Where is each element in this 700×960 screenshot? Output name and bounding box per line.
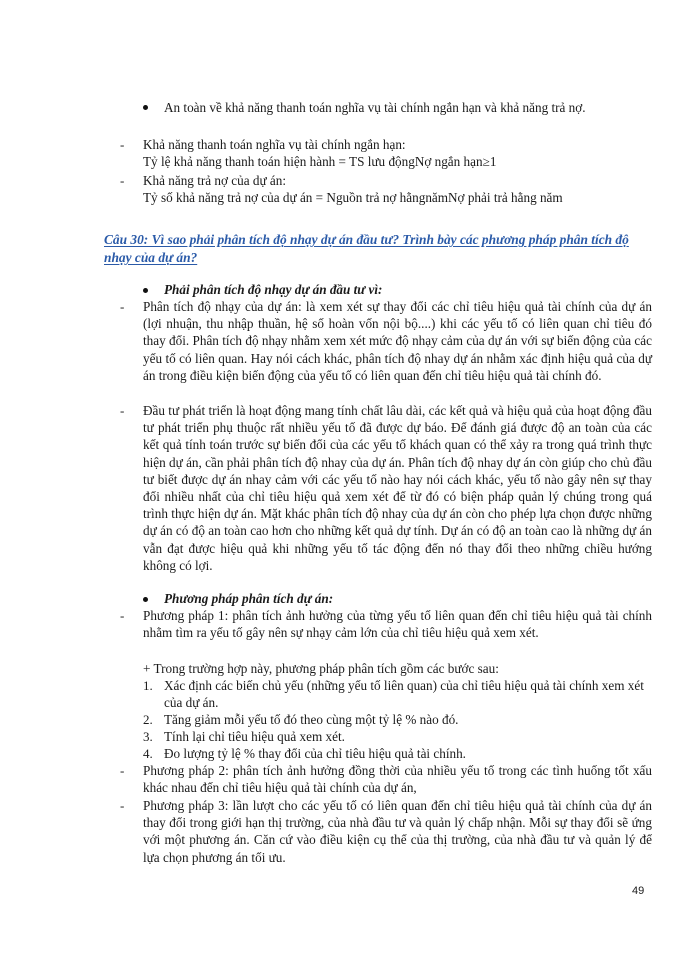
step-text: Xác định các biến chủ yếu (những yếu tố liên quan) của chỉ tiêu hiệu quả tài chính xem xét của dự án. <box>164 678 644 711</box>
repay-formula: Tỷ số khả năng trả nợ của dự án = Nguồn trả nợ hằngnămNợ phải trả hằng năm <box>143 190 563 205</box>
why-subheading: Phải phân tích độ nhạy dự án đầu tư vì: <box>164 282 383 297</box>
repay-label: Khả năng trả nợ của dự án: <box>143 173 287 188</box>
method-1: Phương pháp 1: phân tích ảnh hưởng của từng yếu tố liên quan đến chỉ tiêu hiệu quả tài chính nhằm tìm ra yếu tố gây nên sự nhạy cảm lớn của chỉ tiêu hiệu quả xem xét. <box>143 608 652 641</box>
bullet-dot <box>143 105 148 110</box>
bullet-dot <box>143 288 148 293</box>
step-text: Tính lại chỉ tiêu hiệu quả xem xét. <box>164 729 345 744</box>
dash-marker: - <box>120 763 125 778</box>
dash-marker: - <box>120 137 125 152</box>
dash-marker: - <box>120 173 125 188</box>
method-1-intro: + Trong trường hợp này, phương pháp phân tích gồm các bước sau: <box>143 661 499 676</box>
bullet-dot <box>143 597 148 602</box>
bullet-safety: An toàn về khả năng thanh toán nghĩa vụ tài chính ngắn hạn và khả năng trả nợ. <box>164 100 586 115</box>
why-paragraph-2: Đầu tư phát triển là hoạt động mang tính chất lâu dài, các kết quả và hiệu quả của hoạt động đầu tư phát triển phụ thuộc rất nhiều yếu tố đã được dự báo. Để đánh giá được độ an toàn của các kết quả tính toán trước sự biến đổi của các yếu tố khách quan có thể xảy ra trong quá trình thực hiện dự án, cần phải phân tích độ nhay của dự án. Phân tích độ nhay dự án còn giúp cho chủ đầu tư biết được dự án nhay cảm với các yếu tố nào hay nói cách khác, yếu tố nào gây nên sự thay đổi nhiều nhất của chỉ tiêu hiệu quả xem xét để từ đó có biện pháp quản lý chúng trong quá trình thực hiện dự án. Mặt khác phân tích độ nhay của dự án còn cho phép lựa chọn được những dự án có độ an toàn cao hơn cho những kết quả dự tính. Dự án có độ an toàn cao là những dự án vẫn đạt được hiệu quả khi những yếu tố tác động đến nó thay đổi theo những chiều hướng không có lợi. <box>143 403 652 573</box>
step-text: Tăng giảm mỗi yếu tố đó theo cùng một tỷ lệ % nào đó. <box>164 712 459 727</box>
why-paragraph-1: Phân tích độ nhạy của dự án: là xem xét sự thay đổi các chỉ tiêu hiệu quả tài chính của dự án (lợi nhuận, thu nhập thuần, hệ số hoàn vốn nội bộ....) khi các yếu tố có liên quan chỉ tiêu đó thay đổi. Phân tích độ nhạy nhằm xem xét mức độ nhạy cảm của dự án với sự biến động của các yếu tố có liên quan. Hay nói cách khác, phân tích độ nhay dự án nhằm xác định hiệu quả của dự án trong điều kiện biến động của yếu tố có liên quan đến chỉ tiêu hiệu quả tài chính đó. <box>143 299 652 383</box>
short-term-label: Khả năng thanh toán nghĩa vụ tài chính ngắn hạn: <box>143 137 406 152</box>
step-text: Đo lượng tỷ lệ % thay đổi của chỉ tiêu hiệu quả tài chính. <box>164 746 466 761</box>
methods-subheading: Phương pháp phân tích dự án: <box>164 591 334 606</box>
method-3: Phương pháp 3: lần lượt cho các yếu tố có liên quan đến chỉ tiêu hiệu quả tài chính của dự án thay đổi trong giới hạn thị trường, của nhà đầu tư và quản lý chấp nhận. Mỗi sự thay đổi sẽ ứng với một phương án. Căn cứ vào điều kiện cụ thể của thị trường, của nhà đầu tư và quản lý để lựa chọn phương án tối ưu. <box>143 798 652 865</box>
dash-marker: - <box>120 403 125 418</box>
short-term-formula: Tỷ lệ khả năng thanh toán hiện hành = TS lưu độngNợ ngắn hạn≥1 <box>143 154 497 169</box>
question-heading: Câu 30: Vì sao phải phân tích độ nhạy dự án đầu tư? Trình bày các phương pháp phân tích độ nhạy của dự án? <box>104 232 629 265</box>
step-number: 4. <box>143 746 153 761</box>
dash-marker: - <box>120 798 125 813</box>
page-number: 49 <box>632 885 645 897</box>
step-number: 3. <box>143 729 153 744</box>
dash-marker: - <box>120 299 125 314</box>
step-number: 2. <box>143 712 153 727</box>
step-number: 1. <box>143 678 153 693</box>
method-2: Phương pháp 2: phân tích ảnh hưởng đồng thời của nhiều yếu tố trong các tình huống tốt xấu khác nhau đến chỉ tiêu hiệu quả tài chính của dự án, <box>143 763 652 796</box>
dash-marker: - <box>120 608 125 623</box>
